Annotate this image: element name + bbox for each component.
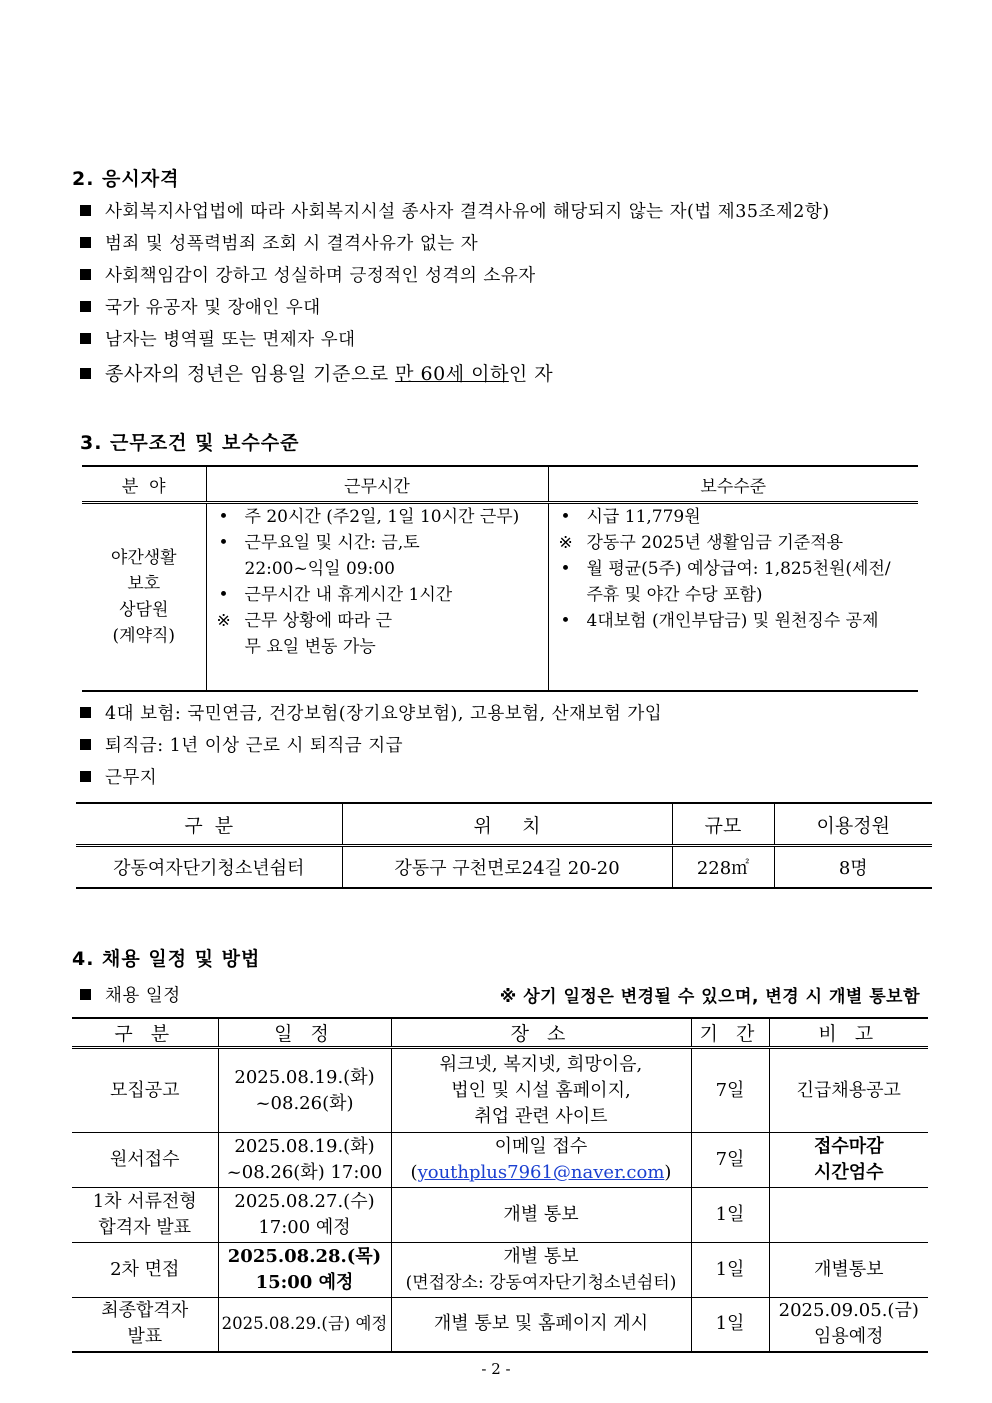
list-item-text: 사회책임감이 강하고 성실하며 긍정적인 성격의 소유자 bbox=[105, 266, 536, 286]
remarks-line: 접수마감 bbox=[813, 1136, 884, 1157]
email-link[interactable]: youthplus7961@naver.com bbox=[417, 1162, 665, 1183]
field-line: 야간생활 bbox=[110, 548, 177, 568]
square-bullet-icon bbox=[80, 771, 91, 782]
header-place: 장 소 bbox=[391, 1018, 691, 1048]
table-row bbox=[76, 846, 932, 889]
pay-cell bbox=[548, 503, 918, 692]
pay-list bbox=[549, 504, 919, 634]
section-3-title: 3. 근무조건 및 보수수준 bbox=[80, 432, 300, 454]
category-cell: 2차 면접 bbox=[72, 1243, 218, 1298]
remarks-cell: 긴급채용공고 bbox=[769, 1048, 928, 1133]
table-header-row bbox=[72, 1018, 928, 1048]
period-cell: 7일 bbox=[691, 1048, 769, 1133]
square-bullet-icon bbox=[80, 989, 91, 1000]
schedule-cell bbox=[218, 1243, 391, 1298]
hours-cell bbox=[206, 503, 548, 692]
list-item: ※ 근무 상황에 따라 근무 요일 변동 가능 bbox=[217, 608, 548, 660]
schedule-change-note: ※ 상기 일정은 변경될 수 있으며, 변경 시 개별 통보함 bbox=[499, 987, 920, 1007]
category-line: 합격자 발표 bbox=[98, 1217, 192, 1238]
remarks-cell bbox=[769, 1133, 928, 1188]
remarks-cell: 개별통보 bbox=[769, 1243, 928, 1298]
list-item: • 근무요일 및 시간: 금,토 22:00~익일 09:00 bbox=[217, 530, 548, 582]
list-item-text: 인 자 bbox=[508, 363, 554, 385]
list-item bbox=[80, 359, 553, 386]
period-cell: 1일 bbox=[691, 1188, 769, 1243]
header-category: 구 분 bbox=[72, 1018, 218, 1048]
shelter-capacity: 8명 bbox=[774, 846, 932, 889]
schedule-line: 17:00 예정 bbox=[258, 1217, 351, 1238]
shelter-name: 강동여자단기청소년쉼터 bbox=[76, 846, 342, 889]
category-line: 최종합격자 bbox=[101, 1300, 189, 1322]
category-cell bbox=[72, 1298, 218, 1352]
list-item: • 시급 11,779원 bbox=[559, 504, 919, 530]
schedule-line: 2025.08.19.(화) bbox=[234, 1136, 375, 1157]
schedule-cell bbox=[218, 1188, 391, 1243]
period-cell: 7일 bbox=[691, 1133, 769, 1188]
header-hours: 근무시간 bbox=[206, 466, 548, 503]
schedule-table bbox=[72, 1017, 928, 1353]
list-item bbox=[80, 982, 181, 1007]
list-item-text: 사회복지사업법에 따라 사회복지시설 종사자 결격사유에 해당되지 않는 자(법 제35조제2항) bbox=[105, 202, 830, 222]
list-item-text: 4대 보험: 국민연금, 건강보험(장기요양보험), 고용보험, 산재보험 가입 bbox=[105, 704, 663, 724]
header-pay: 보수수준 bbox=[548, 466, 918, 503]
remarks-line: 임용예정 bbox=[813, 1326, 884, 1348]
place-line: 이메일 접수 bbox=[494, 1136, 588, 1157]
category-cell: 모집공고 bbox=[72, 1048, 218, 1133]
list-item bbox=[80, 732, 403, 757]
table-header-row bbox=[82, 466, 918, 503]
place-cell bbox=[391, 1243, 691, 1298]
field-line: (계약직) bbox=[112, 626, 176, 646]
email-line bbox=[392, 1160, 691, 1186]
list-item-text: 범죄 및 성폭력범죄 조회 시 결격사유가 없는 자 bbox=[105, 234, 479, 254]
schedule-line: 15:00 예정 bbox=[255, 1272, 354, 1293]
schedule-cell bbox=[218, 1133, 391, 1188]
header-capacity: 이용정원 bbox=[774, 803, 932, 846]
list-item: • 근무시간 내 휴게시간 1시간 bbox=[217, 582, 548, 608]
place-line: 취업 관련 사이트 bbox=[474, 1105, 608, 1127]
section-4-title: 4. 채용 일정 및 방법 bbox=[72, 948, 261, 970]
table-row bbox=[72, 1243, 928, 1298]
table-header-row bbox=[76, 803, 932, 846]
header-field: 분 야 bbox=[82, 466, 206, 503]
list-item bbox=[80, 294, 321, 319]
list-item bbox=[80, 764, 157, 789]
remarks-cell bbox=[769, 1298, 928, 1352]
list-item-text: 종사자의 정년은 임용일 기준으로 bbox=[105, 363, 396, 385]
page-number: - 2 - bbox=[481, 1360, 511, 1378]
list-item bbox=[80, 262, 536, 287]
place-line: (면접장소: 강동여자단기청소년쉼터) bbox=[405, 1273, 677, 1293]
header-period: 기 간 bbox=[691, 1018, 769, 1048]
period-cell: 1일 bbox=[691, 1298, 769, 1352]
list-item bbox=[80, 230, 478, 255]
schedule-line: 2025.08.28.(목) bbox=[227, 1246, 382, 1267]
place-cell: 개별 통보 bbox=[391, 1188, 691, 1243]
location-table bbox=[76, 802, 932, 889]
remarks-line: 시간엄수 bbox=[813, 1162, 884, 1183]
section-2-title: 2. 응시자격 bbox=[72, 168, 180, 190]
table-row bbox=[72, 1188, 928, 1243]
list-item bbox=[80, 198, 830, 223]
place-line: 워크넷, 복지넷, 희망이음, bbox=[439, 1053, 643, 1075]
square-bullet-icon bbox=[80, 205, 91, 216]
header-schedule: 일 정 bbox=[218, 1018, 391, 1048]
table-row bbox=[82, 503, 918, 692]
paren-close: ) bbox=[664, 1162, 672, 1183]
schedule-line: ~08.26(화) bbox=[255, 1092, 354, 1114]
remarks-line: 2025.09.05.(금) bbox=[778, 1300, 919, 1322]
header-location: 위 치 bbox=[342, 803, 672, 846]
place-cell bbox=[391, 1133, 691, 1188]
list-item bbox=[80, 700, 662, 725]
list-item-text: 남자는 병역필 또는 면제자 우대 bbox=[105, 330, 356, 350]
field-line: 상담원 bbox=[119, 600, 169, 620]
age-limit-text: 만 60세 이하 bbox=[395, 363, 509, 385]
header-size: 규모 bbox=[672, 803, 774, 846]
list-item bbox=[80, 326, 356, 351]
list-item: • 월 평균(5주) 예상급여: 1,825천원(세전/주휴 및 야간 수당 포함) bbox=[559, 556, 919, 608]
square-bullet-icon bbox=[80, 739, 91, 750]
list-item: ※ 강동구 2025년 생활임금 기준적용 bbox=[559, 530, 919, 556]
schedule-line: 2025.08.27.(수) bbox=[234, 1191, 375, 1212]
schedule-cell: 2025.08.29.(금) 예정 bbox=[218, 1298, 391, 1352]
field-cell bbox=[82, 503, 206, 692]
square-bullet-icon bbox=[80, 269, 91, 280]
list-item-text: 퇴직금: 1년 이상 근로 시 퇴직금 지급 bbox=[105, 736, 404, 756]
place-line: 법인 및 시설 홈페이지, bbox=[451, 1079, 631, 1101]
place-line: 개별 통보 bbox=[503, 1246, 579, 1267]
category-cell: 원서접수 bbox=[72, 1133, 218, 1188]
schedule-cell bbox=[218, 1048, 391, 1133]
schedule-line: 2025.08.19.(화) bbox=[234, 1066, 375, 1088]
category-line: 1차 서류전형 bbox=[92, 1191, 197, 1212]
square-bullet-icon bbox=[80, 301, 91, 312]
schedule-line: ~08.26(화) 17:00 bbox=[226, 1162, 383, 1183]
period-cell: 1일 bbox=[691, 1243, 769, 1298]
category-cell bbox=[72, 1188, 218, 1243]
list-item-text: 채용 일정 bbox=[105, 986, 181, 1006]
list-item: • 4대보험 (개인부담금) 및 원천징수 공제 bbox=[559, 608, 919, 634]
list-item-text: 근무지 bbox=[105, 768, 158, 788]
remarks-cell bbox=[769, 1188, 928, 1243]
work-conditions-table bbox=[82, 465, 918, 692]
field-line: 보호 bbox=[127, 574, 161, 594]
header-remarks: 비 고 bbox=[769, 1018, 928, 1048]
place-cell bbox=[391, 1048, 691, 1133]
list-item-text: 국가 유공자 및 장애인 우대 bbox=[105, 298, 321, 318]
place-cell: 개별 통보 및 홈페이지 게시 bbox=[391, 1298, 691, 1352]
table-row bbox=[72, 1298, 928, 1352]
square-bullet-icon bbox=[80, 237, 91, 248]
category-line: 발표 bbox=[127, 1326, 163, 1348]
paren-open: ( bbox=[410, 1162, 418, 1183]
table-row bbox=[72, 1048, 928, 1133]
table-row bbox=[72, 1133, 928, 1188]
square-bullet-icon bbox=[80, 368, 91, 379]
square-bullet-icon bbox=[80, 333, 91, 344]
shelter-size: 228㎡ bbox=[672, 846, 774, 889]
header-category: 구 분 bbox=[76, 803, 342, 846]
square-bullet-icon bbox=[80, 707, 91, 718]
hours-list bbox=[207, 504, 548, 660]
list-item: • 주 20시간 (주2일, 1일 10시간 근무) bbox=[217, 504, 548, 530]
shelter-address: 강동구 구천면로24길 20-20 bbox=[342, 846, 672, 889]
